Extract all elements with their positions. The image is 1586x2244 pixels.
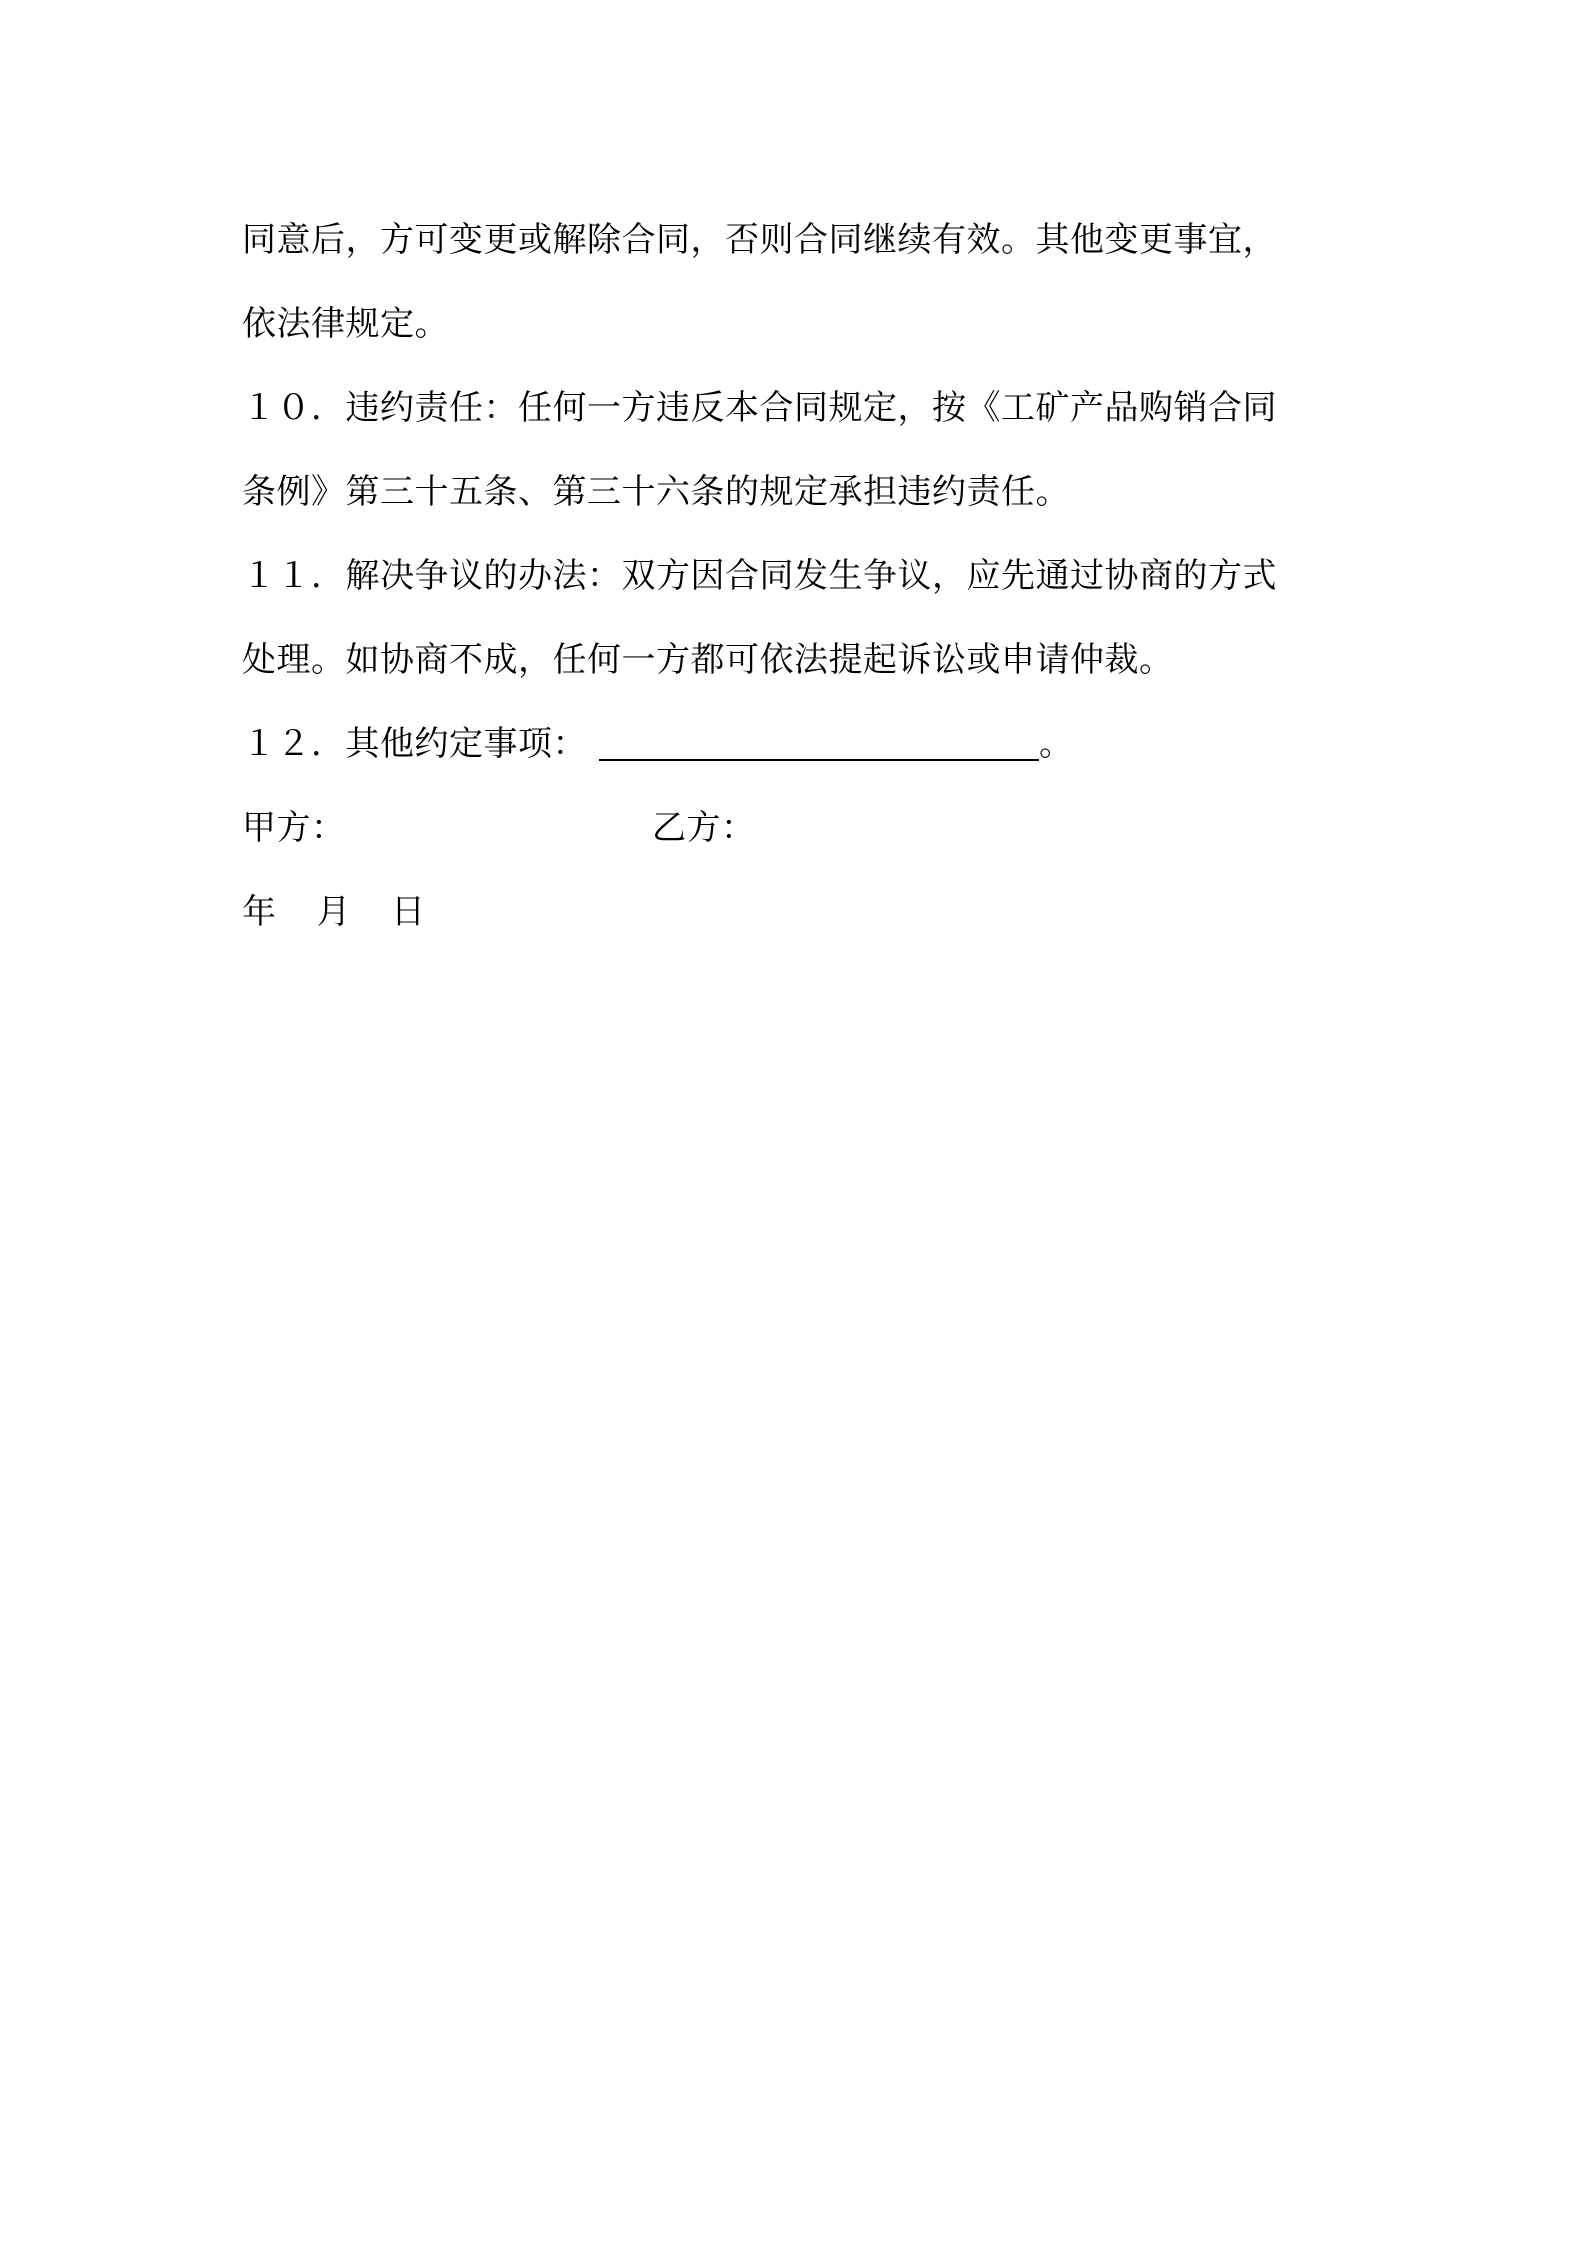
- paragraph-line: 同意后，方可变更或解除合同，否则合同继续有效。其他变更事宜，: [242, 220, 1277, 260]
- clause-11-line: 处理。如协商不成，任何一方都可依法提起诉讼或申请仲裁。: [242, 640, 1174, 680]
- paragraph-line: 依法律规定。: [242, 304, 449, 344]
- party-a-label: 甲方：: [242, 808, 346, 848]
- other-terms-blank: [599, 721, 1039, 761]
- clause-10-line: 条例》第三十五条、第三十六条的规定承担违约责任。: [242, 472, 1070, 512]
- signature-row: [242, 786, 1362, 870]
- date-day: 日: [391, 892, 426, 932]
- date-row: [242, 870, 1362, 954]
- clause-12-label: １２．其他约定事项：: [242, 724, 587, 764]
- clause-12-line: [242, 702, 1362, 786]
- clause-11-line: １１．解决争议的办法：双方因合同发生争议，应先通过协商的方式: [242, 556, 1277, 596]
- date-year: 年: [242, 892, 277, 932]
- contract-body: [242, 198, 1362, 954]
- clause-12-end: 。: [1039, 724, 1074, 764]
- date-month: 月: [316, 892, 351, 932]
- party-b-label: 乙方：: [652, 808, 756, 848]
- clause-10-line: １０．违约责任：任何一方违反本合同规定，按《工矿产品购销合同: [242, 388, 1277, 428]
